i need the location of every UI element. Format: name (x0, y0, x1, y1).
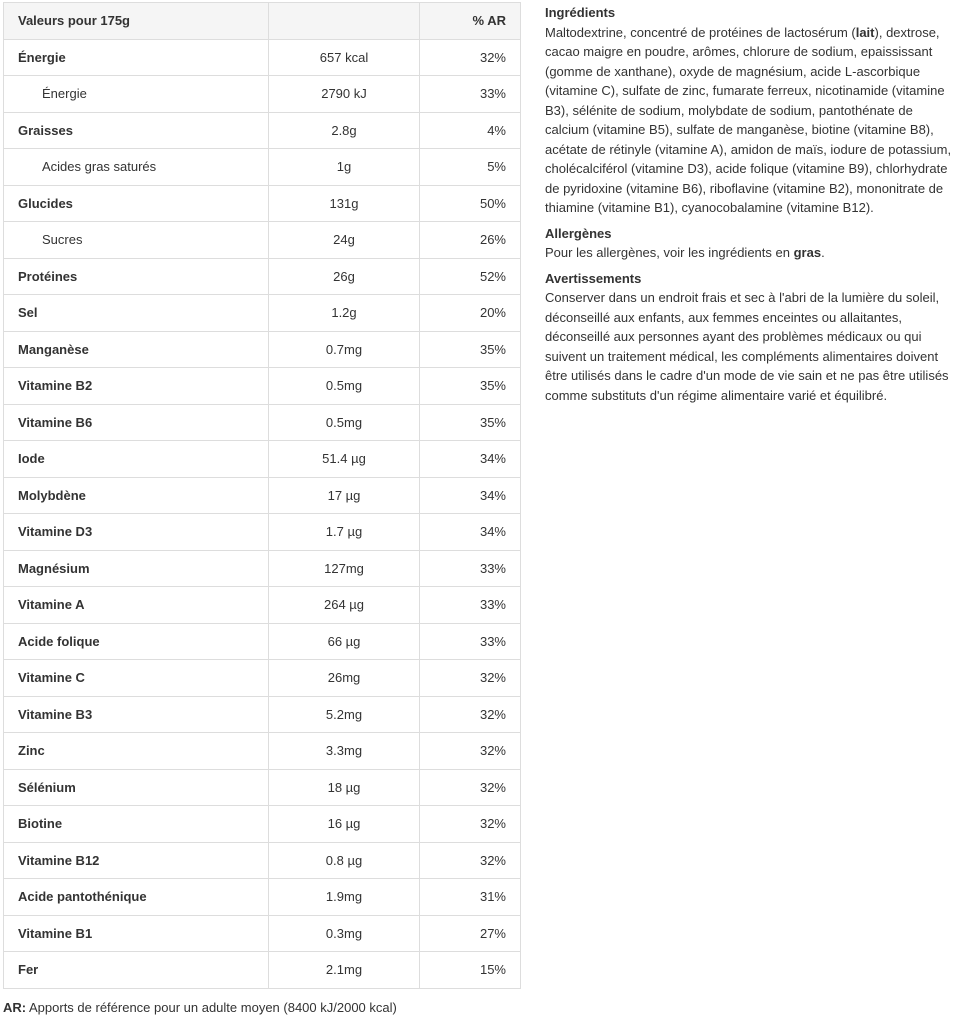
nutrient-name: Vitamine B2 (4, 368, 269, 405)
nutrient-percent: 32% (420, 39, 521, 76)
nutrient-percent: 32% (420, 733, 521, 770)
nutrient-percent: 20% (420, 295, 521, 332)
nutrient-name: Sucres (4, 222, 269, 259)
nutrient-amount: 24g (269, 222, 420, 259)
ingredients-text-part: Maltodextrine, concentré de protéines de lactosérum ( (545, 24, 856, 40)
table-row (4, 842, 521, 879)
nutrient-percent: 35% (420, 404, 521, 441)
header-nutrient: Valeurs pour 175g (4, 3, 269, 40)
table-header-row (4, 3, 521, 40)
nutrient-percent: 33% (420, 587, 521, 624)
nutrient-name: Vitamine A (4, 587, 269, 624)
table-row (4, 623, 521, 660)
nutrient-amount: 5.2mg (269, 696, 420, 733)
nutrient-amount: 657 kcal (269, 39, 420, 76)
allergens-text-part: . (821, 245, 825, 260)
nutrient-amount: 2.1mg (269, 952, 420, 989)
nutrient-amount: 0.8 µg (269, 842, 420, 879)
table-row (4, 368, 521, 405)
table-row (4, 696, 521, 733)
nutrient-percent: 32% (420, 842, 521, 879)
nutrient-name: Acides gras saturés (4, 149, 269, 186)
nutrient-name: Énergie (4, 39, 269, 76)
nutrient-name: Vitamine B12 (4, 842, 269, 879)
nutrient-name: Énergie (4, 76, 269, 113)
nutrient-amount: 1.2g (269, 295, 420, 332)
nutrition-table-body (4, 39, 521, 988)
nutrient-name: Vitamine B6 (4, 404, 269, 441)
table-row (4, 806, 521, 843)
table-row (4, 149, 521, 186)
nutrient-amount: 0.3mg (269, 915, 420, 952)
nutrient-amount: 1g (269, 149, 420, 186)
header-amount (269, 3, 420, 40)
nutrient-name: Vitamine C (4, 660, 269, 697)
nutrient-amount: 51.4 µg (269, 441, 420, 478)
warnings-heading: Avertissements (545, 270, 642, 286)
nutrient-percent: 26% (420, 222, 521, 259)
nutrient-name: Vitamine B3 (4, 696, 269, 733)
table-row (4, 404, 521, 441)
footnote-label: AR: (3, 1000, 27, 1015)
nutrient-amount: 66 µg (269, 623, 420, 660)
nutrient-percent: 33% (420, 550, 521, 587)
nutrient-percent: 35% (420, 331, 521, 368)
nutrient-percent: 5% (420, 149, 521, 186)
nutrient-amount: 26g (269, 258, 420, 295)
nutrient-amount: 26mg (269, 660, 420, 697)
nutrient-percent: 34% (420, 514, 521, 551)
table-row (4, 769, 521, 806)
nutrient-name: Fer (4, 952, 269, 989)
nutrient-amount: 264 µg (269, 587, 420, 624)
nutrient-percent: 32% (420, 769, 521, 806)
nutrient-percent: 35% (420, 368, 521, 405)
nutrient-name: Vitamine B1 (4, 915, 269, 952)
ingredients-text-part: ), dextrose, cacao maigre en poudre, arômes, chlorure de sodium, epaississant (gomme de xanthane), oxyde de magnésium, acide L-ascorbique (vitamine C), sulfate de zinc, fumarate ferreux, nicotinamide (vitamine B3), sélénite de sodium, molybdate de sodium, pantothénate de calcium (vitamine B5), sulfate de manganèse, biotine (vitamine B8), acétate de rétinyle (vitamine A), amidon de maïs, iodure de potassium, cholécalciférol (vitamine D3), acide folique (vitamine B9), chlorhydrate de pyridoxine (vitamine B6), riboflavine (vitamine B2), mononitrate de thiamine (vitamine B1), cyanocobalamine (vitamine B12). (545, 24, 952, 215)
footnote (3, 1000, 397, 1015)
table-row (4, 733, 521, 770)
table-row (4, 952, 521, 989)
nutrient-name: Sel (4, 295, 269, 332)
table-row (4, 331, 521, 368)
nutrient-name: Molybdène (4, 477, 269, 514)
table-row (4, 39, 521, 76)
nutrient-percent: 32% (420, 806, 521, 843)
nutrient-amount: 131g (269, 185, 420, 222)
nutrient-amount: 0.5mg (269, 404, 420, 441)
ingredients-allergen-bold: lait (855, 24, 875, 40)
nutrient-name: Biotine (4, 806, 269, 843)
nutrient-name: Zinc (4, 733, 269, 770)
nutrient-name: Protéines (4, 258, 269, 295)
nutrient-percent: 15% (420, 952, 521, 989)
nutrient-percent: 4% (420, 112, 521, 149)
nutrient-percent: 34% (420, 441, 521, 478)
table-row (4, 295, 521, 332)
footnote-text: Apports de référence pour un adulte moyen (8400 kJ/2000 kcal) (26, 1000, 397, 1015)
nutrient-name: Manganèse (4, 331, 269, 368)
table-row (4, 915, 521, 952)
nutrient-name: Glucides (4, 185, 269, 222)
nutrient-name: Graisses (4, 112, 269, 149)
nutrient-amount: 0.7mg (269, 331, 420, 368)
table-row (4, 112, 521, 149)
table-row (4, 185, 521, 222)
nutrient-percent: 33% (420, 623, 521, 660)
nutrient-percent: 34% (420, 477, 521, 514)
nutrient-percent: 50% (420, 185, 521, 222)
allergens-bold: gras (793, 245, 822, 260)
nutrient-name: Magnésium (4, 550, 269, 587)
product-info-panel (545, 3, 955, 411)
nutrition-table (3, 2, 521, 989)
ingredients-text (545, 23, 955, 218)
nutrient-name: Sélénium (4, 769, 269, 806)
table-row (4, 587, 521, 624)
nutrient-amount: 16 µg (269, 806, 420, 843)
ingredients-section (545, 3, 955, 218)
header-percent: % AR (420, 3, 521, 40)
ingredients-heading: Ingrédients (545, 5, 616, 20)
nutrient-amount: 2790 kJ (269, 76, 420, 113)
nutrient-name: Iode (4, 441, 269, 478)
nutrient-name: Vitamine D3 (4, 514, 269, 551)
table-row (4, 660, 521, 697)
table-row (4, 76, 521, 113)
nutrient-amount: 18 µg (269, 769, 420, 806)
table-row (4, 258, 521, 295)
table-row (4, 879, 521, 916)
warnings-section (545, 269, 955, 406)
nutrient-amount: 1.9mg (269, 879, 420, 916)
table-row (4, 550, 521, 587)
nutrient-percent: 27% (420, 915, 521, 952)
nutrient-percent: 33% (420, 76, 521, 113)
nutrient-amount: 3.3mg (269, 733, 420, 770)
allergens-text-part: Pour les allergènes, voir les ingrédients en (545, 245, 794, 260)
nutrient-percent: 32% (420, 696, 521, 733)
table-row (4, 514, 521, 551)
nutrient-name: Acide pantothénique (4, 879, 269, 916)
nutrient-amount: 0.5mg (269, 368, 420, 405)
allergens-text (545, 243, 955, 263)
allergens-section (545, 224, 955, 263)
nutrient-percent: 32% (420, 660, 521, 697)
table-row (4, 477, 521, 514)
table-row (4, 222, 521, 259)
nutrient-amount: 17 µg (269, 477, 420, 514)
nutrient-percent: 52% (420, 258, 521, 295)
nutrient-percent: 31% (420, 879, 521, 916)
nutrient-amount: 127mg (269, 550, 420, 587)
table-row (4, 441, 521, 478)
nutrient-name: Acide folique (4, 623, 269, 660)
warnings-text: Conserver dans un endroit frais et sec à l'abri de la lumière du soleil, déconseillé aux enfants, aux femmes enceintes ou allaitantes, déconseillé aux personnes ayant des problèmes médicaux ou qui suivent un traitement médical, les compléments alimentaires doivent être utilisés dans le cadre d'un mode de vie sain et ne pas être utilisés comme substituts d'un régime alimentaire varié et équilibré. (545, 290, 949, 403)
allergens-heading: Allergènes (545, 225, 612, 241)
nutrient-amount: 1.7 µg (269, 514, 420, 551)
nutrient-amount: 2.8g (269, 112, 420, 149)
